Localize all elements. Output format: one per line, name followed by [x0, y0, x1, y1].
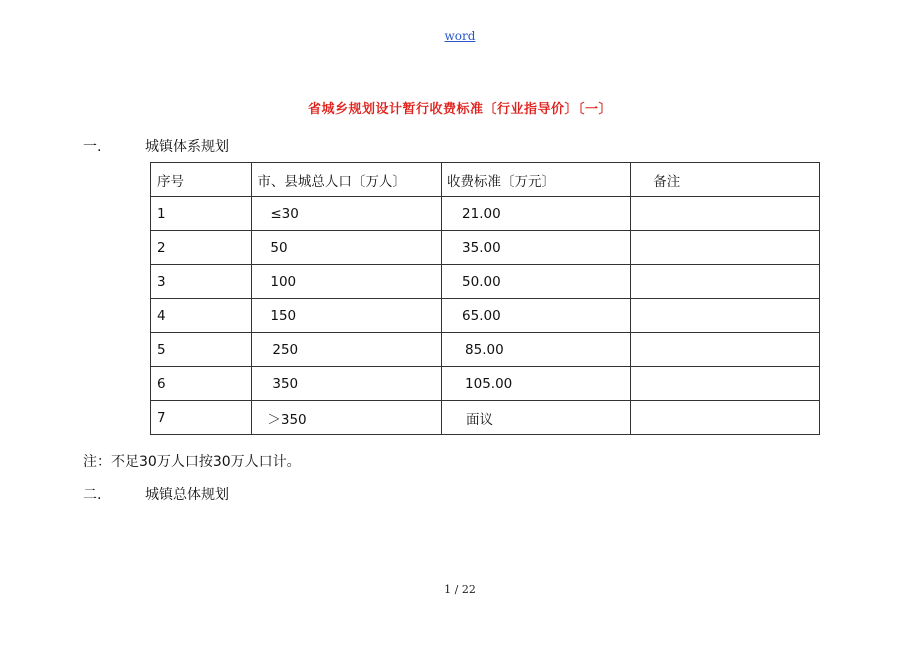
section-number: 二.: [83, 487, 102, 503]
header-cell-index: 序号: [151, 163, 252, 197]
document-title: 省城乡规划设计暂行收费标准〔行业指导价〕〔一〕: [307, 102, 612, 117]
page-number: 1 / 22: [444, 583, 476, 596]
section-number: 一.: [83, 139, 102, 155]
table-row: 6 350 105.00: [151, 367, 820, 401]
section-title: 城镇总体规划: [145, 487, 229, 503]
header-word-link[interactable]: word: [444, 29, 476, 43]
table-row: 1 ≤30 21.00: [151, 197, 820, 231]
table-footnote: 注：不足30万人口按30万人口计。: [83, 454, 301, 470]
table-row: 5 250 85.00: [151, 333, 820, 367]
section-title: 城镇体系规划: [145, 139, 229, 155]
fee-table: [150, 162, 820, 435]
table-row: 4 150 65.00: [151, 299, 820, 333]
table-header-row: [151, 163, 820, 197]
table-row: 3 100 50.00: [151, 265, 820, 299]
table-row: 2 50 35.00: [151, 231, 820, 265]
header-cell-fee: 收费标准〔万元〕: [442, 163, 631, 197]
header-cell-remark: 备注: [631, 163, 820, 197]
header-cell-population: 市、县城总人口〔万人〕: [252, 163, 442, 197]
table-row: 7 ＞350 面议: [151, 401, 820, 435]
